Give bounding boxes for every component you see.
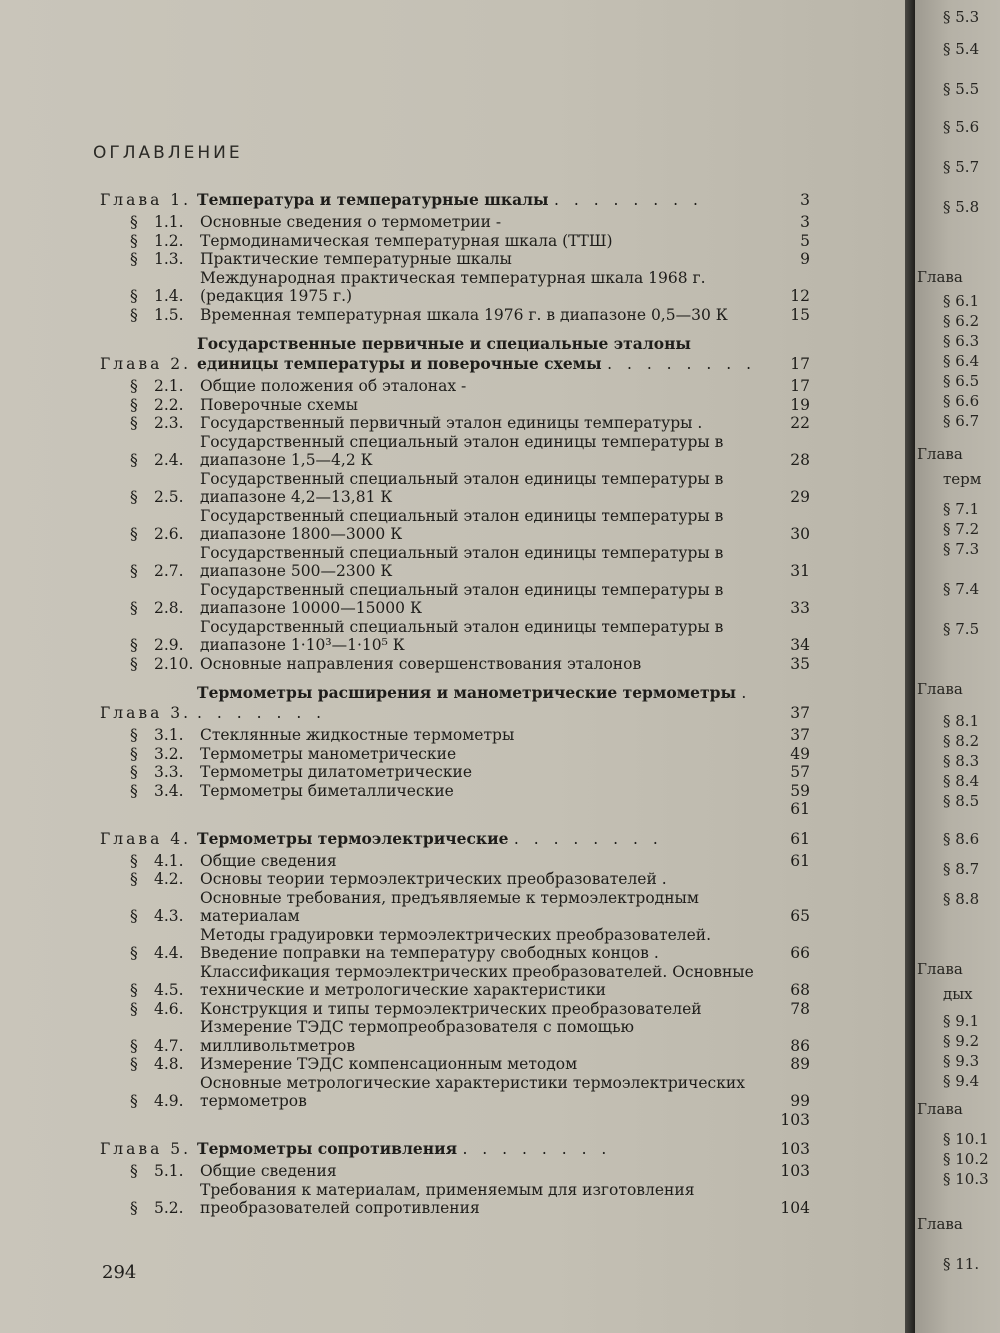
- chapter-heading: [100, 1139, 810, 1159]
- next-page-fragment: § 10.1: [943, 1130, 989, 1148]
- section-number: 2.9.: [154, 636, 184, 654]
- section-page-number: 15: [790, 305, 810, 324]
- book-gutter: [905, 0, 915, 1333]
- next-page-fragment: § 6.4: [943, 352, 980, 370]
- next-page-fragment: § 6.6: [943, 392, 980, 410]
- next-page-fragment: § 7.2: [943, 520, 980, 538]
- next-page-fragment: Глава: [917, 960, 963, 978]
- section-page-number: 104: [780, 1199, 810, 1217]
- toc-chapter: [100, 683, 810, 819]
- next-page-fragment: Глава: [917, 1215, 963, 1233]
- toc-section: [130, 618, 810, 655]
- next-page-fragment: § 5.7: [943, 158, 980, 176]
- section-title: Государственный специальный эталон единицы температуры в диапазоне 10000—15000 К: [200, 580, 724, 617]
- next-page-fragment: Глава: [917, 445, 963, 463]
- chapter-title-text: Термометры расширения и манометрические термометры: [197, 683, 736, 702]
- toc-section: [130, 306, 810, 325]
- section-number: 2.8.: [154, 599, 184, 617]
- section-title: Классификация термоэлектрических преобразователей. Основные технические и метрологические характеристики: [200, 962, 754, 999]
- toc-section: [130, 1074, 810, 1111]
- toc-section: [130, 763, 810, 782]
- section-title: Государственный первичный эталон единицы температуры .: [200, 414, 703, 432]
- section-title: Государственный специальный эталон единицы температуры в диапазоне 1·10³—1·10⁵ К: [200, 617, 724, 654]
- section-page-number: 31: [790, 562, 810, 580]
- section-title: Основы теории термоэлектрических преобразователей .: [200, 870, 667, 888]
- section-title: Государственный специальный эталон единицы температуры в диапазоне 1800—3000 К: [200, 506, 724, 543]
- section-sign: §: [130, 870, 138, 888]
- section-sign: §: [130, 305, 138, 324]
- next-page-fragment: § 7.5: [943, 620, 980, 638]
- leader-dots: . . . . . . . .: [197, 684, 752, 722]
- next-page-fragment: § 5.6: [943, 118, 980, 136]
- toc-chapter: [100, 829, 810, 1130]
- section-number: 5.2.: [154, 1199, 184, 1217]
- section-page-number: 33: [790, 599, 810, 617]
- next-page-fragment: § 10.3: [943, 1170, 989, 1188]
- section-title: Поверочные схемы: [200, 395, 359, 414]
- next-page-fragment: § 7.4: [943, 580, 980, 598]
- leader-dots: . . . . . . . .: [462, 1140, 612, 1158]
- section-title: Международная практическая температурная шкала 1968 г. (редакция 1975 г.): [200, 268, 706, 305]
- leader-dots: . . . . . . . .: [607, 355, 757, 373]
- next-page-fragment: § 5.3: [943, 8, 980, 26]
- chapter-label: Глава 4.: [100, 829, 192, 848]
- next-page-fragment: § 8.1: [943, 712, 980, 730]
- next-page-fragment: § 6.7: [943, 412, 980, 430]
- section-sign: §: [130, 1162, 138, 1180]
- section-number: 2.1.: [154, 377, 184, 395]
- toc-section: [130, 963, 810, 1000]
- section-sign: §: [130, 744, 138, 763]
- section-number: 3.2.: [154, 744, 184, 763]
- section-number: 2.10.: [154, 654, 194, 673]
- section-title: Термометры биметаллические: [200, 781, 454, 800]
- next-page-fragment: § 9.3: [943, 1052, 980, 1070]
- section-sign: §: [130, 999, 138, 1018]
- section-number: 4.2.: [154, 870, 184, 888]
- section-number: 4.6.: [154, 999, 184, 1018]
- section-title: Стеклянные жидкостные термометры: [200, 726, 515, 744]
- next-page-fragment: § 9.4: [943, 1072, 980, 1090]
- section-title: Государственный специальный эталон единицы температуры в диапазоне 4,2—13,81 К: [200, 469, 724, 506]
- next-page-fragment: § 5.5: [943, 80, 980, 98]
- section-sign: §: [130, 562, 138, 580]
- section-page-number: 34: [790, 636, 810, 654]
- toc-chapter: [100, 1139, 810, 1218]
- section-number: 1.5.: [154, 305, 184, 324]
- toc-section: [130, 726, 810, 745]
- section-page-number: 86: [790, 1036, 810, 1055]
- section-sign: §: [130, 395, 138, 414]
- toc-section: [130, 926, 810, 963]
- next-page-fragment: § 8.3: [943, 752, 980, 770]
- section-sign: §: [130, 654, 138, 673]
- next-page-fragment: § 9.2: [943, 1032, 980, 1050]
- section-sign: §: [130, 851, 138, 870]
- next-page-fragment: терм: [943, 470, 982, 488]
- page-number: 294: [102, 1262, 137, 1283]
- section-title: Государственный специальный эталон единицы температуры в диапазоне 1,5—4,2 К: [200, 432, 724, 469]
- section-number: 2.5.: [154, 488, 184, 506]
- section-page-number: 68: [790, 981, 810, 999]
- chapter-title-text: Термометры сопротивления: [197, 1139, 458, 1158]
- section-sign: §: [130, 377, 138, 395]
- section-number: 4.8.: [154, 1055, 184, 1073]
- section-number: 4.9.: [154, 1092, 184, 1110]
- toc-section: [130, 800, 810, 819]
- toc-section: [130, 507, 810, 544]
- section-page-number: 65: [790, 907, 810, 925]
- toc-section: [130, 414, 810, 433]
- section-page-number: 49: [790, 744, 810, 763]
- next-page-fragment: Глава: [917, 268, 963, 286]
- section-sign: §: [130, 451, 138, 469]
- next-page-fragment: § 6.3: [943, 332, 980, 350]
- section-number: 3.4.: [154, 781, 184, 800]
- section-title: Временная температурная шкала 1976 г. в диапазоне 0,5—30 К: [200, 305, 728, 324]
- section-title: Основные направления совершенствования эталонов: [200, 654, 642, 673]
- chapter-page-number: 3: [800, 191, 810, 209]
- chapter-title-text: Государственные первичные и специальные эталоны единицы температуры и поверочные схемы: [197, 334, 691, 373]
- section-page-number: 3: [800, 213, 810, 231]
- next-page-fragment: § 8.4: [943, 772, 980, 790]
- section-title: Практические температурные шкалы: [200, 250, 512, 268]
- section-title: Термодинамическая температурная шкала (ТТШ): [200, 231, 613, 250]
- section-number: 4.7.: [154, 1036, 184, 1055]
- section-page-number: 61: [790, 800, 810, 818]
- section-sign: §: [130, 414, 138, 432]
- section-sign: §: [130, 907, 138, 925]
- section-page-number: 59: [790, 781, 810, 800]
- section-number: 2.3.: [154, 414, 184, 432]
- chapter-page-number: 17: [790, 355, 810, 373]
- section-sign: §: [130, 636, 138, 654]
- chapter-title: [197, 334, 770, 374]
- table-of-contents: [100, 190, 810, 1228]
- next-page-fragment: § 11.: [943, 1255, 980, 1273]
- section-sign: §: [130, 1199, 138, 1217]
- section-page-number: 103: [780, 1110, 810, 1129]
- section-sign: §: [130, 287, 138, 305]
- section-number: 1.3.: [154, 250, 184, 268]
- toc-section: [130, 250, 810, 269]
- chapter-label: Глава 1.: [100, 191, 192, 209]
- section-sign: §: [130, 488, 138, 506]
- section-sign: §: [130, 981, 138, 999]
- section-title: Общие сведения: [200, 851, 337, 870]
- section-page-number: 61: [790, 851, 810, 870]
- section-number: 1.2.: [154, 231, 184, 250]
- toc-chapter: [100, 334, 810, 673]
- section-sign: §: [130, 1092, 138, 1110]
- toc-section: [130, 1162, 810, 1181]
- toc-section: [130, 232, 810, 251]
- toc-section: [130, 1000, 810, 1019]
- next-page-fragment: § 6.1: [943, 292, 980, 310]
- chapter-title-text: Термометры термоэлектрические: [197, 828, 509, 848]
- next-page-fragment: § 9.1: [943, 1012, 980, 1030]
- section-number: 4.1.: [154, 851, 184, 870]
- section-number: 4.3.: [154, 907, 184, 925]
- section-page-number: 35: [790, 654, 810, 673]
- section-number: 1.4.: [154, 287, 184, 305]
- toc-section: [130, 377, 810, 396]
- toc-section: [130, 852, 810, 871]
- toc-section: [130, 433, 810, 470]
- toc-section: [130, 269, 810, 306]
- section-number: 4.5.: [154, 981, 184, 999]
- section-title: Методы градуировки термоэлектрических преобразователей. Введение поправки на температуру свободных концов .: [200, 925, 712, 962]
- section-number: 2.4.: [154, 451, 184, 469]
- toc-section: [130, 870, 810, 889]
- section-sign: §: [130, 1055, 138, 1073]
- section-title: Основные метрологические характеристики термоэлектрических термометров: [200, 1073, 745, 1110]
- chapter-title: [197, 683, 770, 723]
- section-page-number: 9: [800, 250, 810, 268]
- section-title: Основные сведения о термометрии -: [200, 213, 502, 231]
- section-page-number: 17: [790, 377, 810, 395]
- next-page-fragment: § 6.5: [943, 372, 980, 390]
- section-page-number: 28: [790, 451, 810, 469]
- section-sign: §: [130, 525, 138, 543]
- section-page-number: 99: [790, 1092, 810, 1110]
- toc-section: [130, 745, 810, 764]
- section-sign: §: [130, 599, 138, 617]
- toc-section: [130, 544, 810, 581]
- toc-section: [130, 396, 810, 415]
- toc-section: [130, 470, 810, 507]
- next-page-fragment: § 8.8: [943, 890, 980, 908]
- leader-dots: . . . . . . . .: [553, 191, 703, 209]
- section-number: 3.1.: [154, 726, 184, 744]
- section-sign: §: [130, 213, 138, 231]
- page-title: ОГЛАВЛЕНИЕ: [93, 143, 243, 163]
- chapter-title: [197, 829, 770, 849]
- next-page-fragment: § 7.1: [943, 500, 980, 518]
- next-page-fragment: § 7.3: [943, 540, 980, 558]
- section-page-number: 19: [790, 395, 810, 414]
- section-page-number: 66: [790, 944, 810, 962]
- section-sign: §: [130, 250, 138, 268]
- chapter-page-number: 103: [780, 1140, 810, 1158]
- section-number: 3.3.: [154, 763, 184, 781]
- section-title: Государственный специальный эталон единицы температуры в диапазоне 500—2300 К: [200, 543, 724, 580]
- section-page-number: 12: [790, 287, 810, 305]
- section-page-number: 103: [780, 1162, 810, 1180]
- section-number: 5.1.: [154, 1162, 184, 1180]
- section-sign: §: [130, 1036, 138, 1055]
- section-sign: §: [130, 726, 138, 744]
- toc-section: [130, 213, 810, 232]
- section-page-number: 57: [790, 763, 810, 781]
- next-page-fragment: § 10.2: [943, 1150, 989, 1168]
- chapter-label: Глава 5.: [100, 1140, 192, 1158]
- chapter-heading: [100, 829, 810, 849]
- section-page-number: 30: [790, 525, 810, 543]
- toc-section: [130, 889, 810, 926]
- toc-section: [130, 655, 810, 674]
- chapter-label: Глава 3.: [100, 704, 192, 722]
- toc-section: [130, 581, 810, 618]
- next-page-edge: [915, 0, 1000, 1333]
- toc-chapter: [100, 190, 810, 324]
- next-page-fragment: § 8.2: [943, 732, 980, 750]
- section-number: 2.2.: [154, 395, 184, 414]
- section-title: Общие положения об эталонах -: [200, 377, 467, 395]
- chapter-title: [197, 1139, 770, 1159]
- toc-section: [130, 1111, 810, 1130]
- chapter-heading: [100, 334, 810, 374]
- chapter-page-number: 37: [790, 704, 810, 722]
- next-page-fragment: § 5.8: [943, 198, 980, 216]
- section-title: Основные требования, предъявляемые к термоэлектродным материалам: [200, 888, 699, 925]
- section-page-number: 22: [790, 414, 810, 432]
- section-page-number: 5: [800, 231, 810, 250]
- next-page-fragment: Глава: [917, 1100, 963, 1118]
- section-page-number: 29: [790, 488, 810, 506]
- chapter-heading: [100, 683, 810, 723]
- next-page-fragment: § 5.4: [943, 40, 980, 58]
- section-page-number: 78: [790, 999, 810, 1018]
- toc-section: [130, 1181, 810, 1218]
- section-title: Измерение ТЭДС компенсационным методом: [200, 1055, 578, 1073]
- section-title: Термометры дилатометрические: [200, 763, 473, 781]
- section-sign: §: [130, 231, 138, 250]
- section-title: Конструкция и типы термоэлектрических преобразователей: [200, 999, 702, 1018]
- chapter-page-number: 61: [790, 829, 810, 848]
- next-page-fragment: Глава: [917, 680, 963, 698]
- next-page-fragment: § 8.5: [943, 792, 980, 810]
- section-sign: §: [130, 763, 138, 781]
- next-page-fragment: § 6.2: [943, 312, 980, 330]
- leader-dots: . . . . . . . .: [513, 829, 663, 848]
- section-title: Измерение ТЭДС термопреобразователя с помощью милливольтметров: [200, 1018, 635, 1055]
- next-page-fragment: § 8.6: [943, 830, 980, 848]
- toc-section: [130, 1055, 810, 1074]
- chapter-title-text: Температура и температурные шкалы: [197, 190, 549, 209]
- section-number: 2.7.: [154, 562, 184, 580]
- chapter-label: Глава 2.: [100, 355, 192, 373]
- section-number: 4.4.: [154, 944, 184, 962]
- section-title: Термометры манометрические: [200, 744, 457, 763]
- section-page-number: 37: [790, 726, 810, 744]
- section-sign: §: [130, 781, 138, 800]
- section-number: 2.6.: [154, 525, 184, 543]
- next-page-fragment: § 8.7: [943, 860, 980, 878]
- section-number: 1.1.: [154, 213, 184, 231]
- section-title: Общие сведения: [200, 1162, 337, 1180]
- chapter-title: [197, 190, 770, 210]
- section-title: Требования к материалам, применяемым для изготовления преобразователей сопротивления: [200, 1180, 695, 1217]
- next-page-fragment: дых: [943, 985, 973, 1003]
- toc-section: [130, 782, 810, 801]
- toc-section: [130, 1018, 810, 1055]
- chapter-heading: [100, 190, 810, 210]
- section-page-number: 89: [790, 1055, 810, 1073]
- section-sign: §: [130, 944, 138, 962]
